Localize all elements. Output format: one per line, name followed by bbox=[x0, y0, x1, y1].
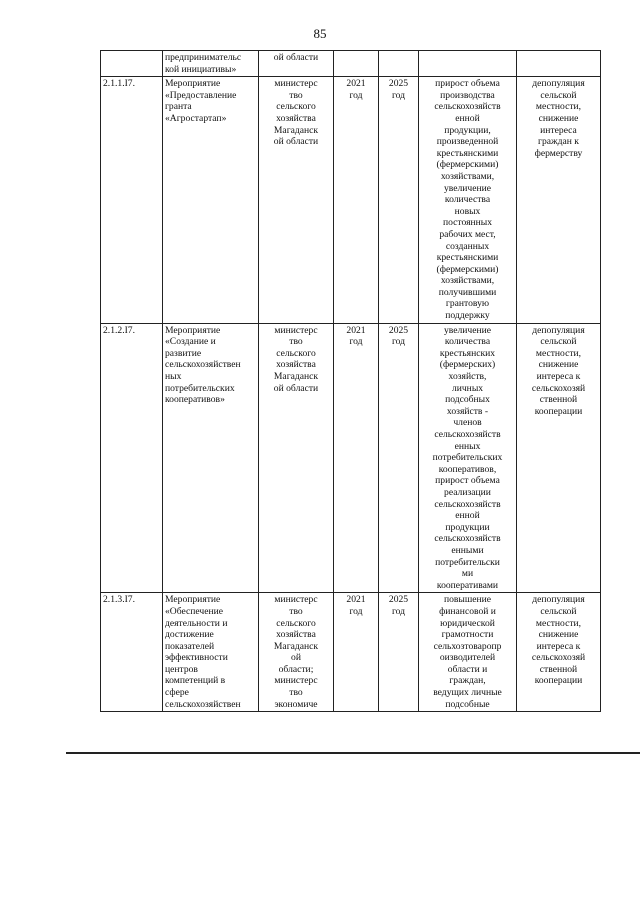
end-year: 2025 год bbox=[388, 594, 409, 617]
cell-end bbox=[379, 77, 419, 323]
expected-result-text: увеличение количества крестьянских (фермерских) хозяйств, личных подсобных хозяйств - членов сельскохозяйств енных потребительских кооперативов, прирост объема реализации сельскохозяйств енной продукции сельскохозяйств енными потребительски ми кооперативами bbox=[432, 324, 503, 591]
footer-divider bbox=[66, 752, 640, 754]
cell-num bbox=[101, 51, 163, 77]
cell-end bbox=[379, 51, 419, 77]
end-year: 2025 год bbox=[388, 324, 409, 348]
end-year: 2025 год bbox=[388, 78, 409, 101]
table-row bbox=[101, 323, 601, 593]
cell-result bbox=[419, 51, 517, 77]
measure-number: 2.1.2.I7. bbox=[103, 324, 135, 336]
cell-num bbox=[101, 323, 163, 593]
cell-executor bbox=[259, 77, 334, 323]
page-number: 85 bbox=[313, 26, 327, 41]
cell-result bbox=[419, 77, 517, 323]
cell-result bbox=[419, 593, 517, 712]
cell-result bbox=[419, 323, 517, 593]
executor-text: министерс тво сельского хозяйства Магаданск ой области bbox=[273, 78, 319, 148]
risk-text: депопуляция сельской местности, снижение интереса к сельскохозяй ственной кооперации bbox=[531, 594, 586, 687]
cell-start bbox=[334, 593, 379, 712]
cell-num bbox=[101, 593, 163, 712]
cell-name bbox=[163, 51, 259, 77]
measures-table bbox=[100, 50, 601, 712]
cell-start bbox=[334, 323, 379, 593]
cell-risk bbox=[517, 593, 601, 712]
cell-end bbox=[379, 593, 419, 712]
cell-end bbox=[379, 323, 419, 593]
cell-name bbox=[163, 323, 259, 593]
measure-number: 2.1.3.I7. bbox=[103, 594, 135, 606]
cell-risk bbox=[517, 77, 601, 323]
measure-number: 2.1.1.I7. bbox=[103, 78, 135, 90]
cell-executor bbox=[259, 51, 334, 77]
cell-risk bbox=[517, 51, 601, 77]
measure-name-text: Мероприятие «Создание и развитие сельскохозяйствен ных потребительских кооперативов» bbox=[165, 324, 241, 406]
table-row bbox=[101, 77, 601, 323]
expected-result-text: прирост объема производства сельскохозяйств енной продукции, произведенной крестьянскими (фермерскими) хозяйствами, увеличение количества новых постоянных рабочих мест, созданных крестьянскими (фермерскими) хозяйствами, получившими грантовую поддержку bbox=[434, 78, 501, 322]
measure-name-text: Мероприятие «Обеспечение деятельности и достижение показателей эффективности центров компетенций в сфере сельскохозяйствен bbox=[165, 594, 241, 710]
measure-name-text: Мероприятие «Предоставление гранта «Агростартап» bbox=[165, 78, 237, 124]
start-year: 2021 год bbox=[346, 594, 366, 617]
expected-result-text: повышение финансовой и юридической грамотности сельхозтоваропр оизводителей области и граждан, ведущих личные подсобные bbox=[433, 594, 502, 710]
executor-text: ой области bbox=[273, 52, 319, 63]
measure-name-text: предпринимательс кой инициативы» bbox=[165, 52, 242, 75]
start-year: 2021 год bbox=[346, 324, 366, 348]
table-row-continued bbox=[101, 51, 601, 77]
risk-text: депопуляция сельской местности, снижение интереса к сельскохозяй ственной кооперации bbox=[531, 324, 586, 417]
risk-text: депопуляция сельской местности, снижение интереса граждан к фермерству bbox=[532, 78, 585, 159]
cell-risk bbox=[517, 323, 601, 593]
cell-start bbox=[334, 51, 379, 77]
executor-text: министерс тво сельского хозяйства Магаданск ой области; министерс тво экономиче bbox=[273, 594, 319, 710]
start-year: 2021 год bbox=[346, 78, 366, 101]
cell-name bbox=[163, 593, 259, 712]
executor-text: министерс тво сельского хозяйства Магаданск ой области bbox=[273, 324, 319, 394]
cell-executor bbox=[259, 593, 334, 712]
cell-start bbox=[334, 77, 379, 323]
cell-name bbox=[163, 77, 259, 323]
table-row bbox=[101, 593, 601, 712]
cell-executor bbox=[259, 323, 334, 593]
cell-num bbox=[101, 77, 163, 323]
